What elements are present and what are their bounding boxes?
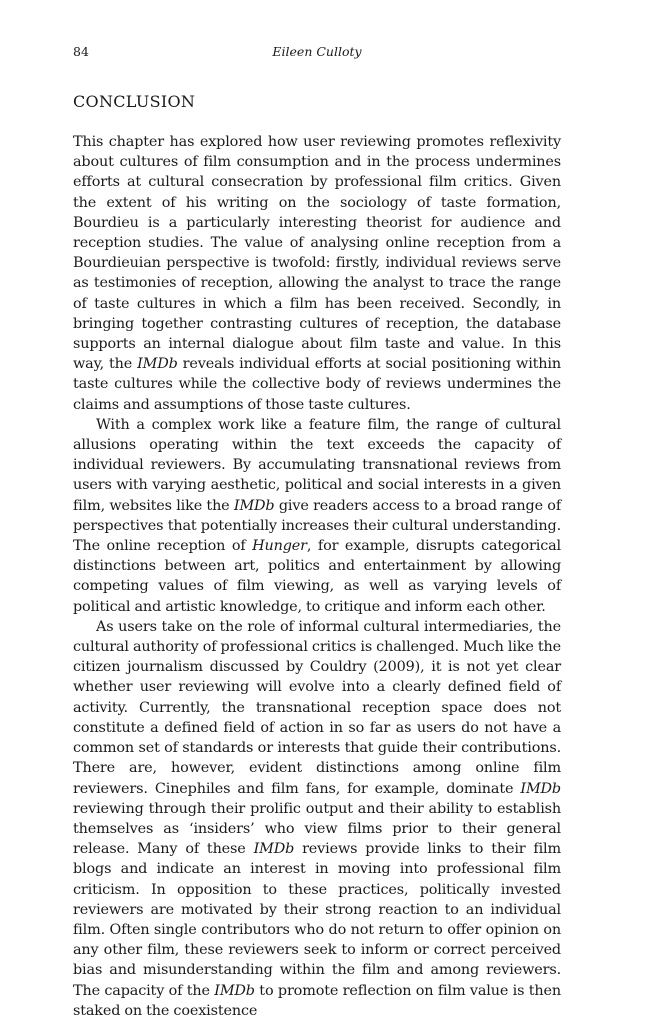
text-run: give readers access to a broad range of perspectives that potentially increases their cultural understanding. The online reception of [73, 497, 561, 555]
italic-title: IMDb [520, 780, 561, 797]
text-run: reviewing through their prolific output and their ability to establish themselves as ‘insiders’ who view films prior to their general release. Many of these [73, 800, 561, 858]
body-text [73, 132, 561, 1021]
text-run: to promote reflection on film value is then staked on the coexistence [73, 982, 562, 1019]
italic-title: IMDb [233, 497, 275, 514]
page-number: 84 [73, 44, 89, 59]
italic-title: Hunger [252, 538, 307, 555]
running-head [73, 44, 561, 64]
text-run: reviews provide links to their film blogs and indicate an interest in moving into professional film criticism. In opposition to these practices, politically invested reviewers are motivated by their strong reaction to an individual film. Often single contributors who do not return to offer opinion on any other film, these reviewers seek to inform or correct perceived bias and misunderstanding within the film and among reviewers. The capacity of the [73, 841, 561, 999]
running-head-author: Eileen Culloty [272, 44, 362, 59]
paragraph [73, 415, 561, 617]
book-page [73, 44, 561, 1021]
text-run: With a complex work like a feature film, the range of cultural allusions operating within the text exceeds the capacity of individual reviewers. By accumulating transnational reviews from users with varying aesthetic, political and social interests in a given film, websites like the [73, 416, 561, 514]
section-heading: CONCLUSION [73, 92, 196, 111]
text-run: This chapter has explored how user reviewing promotes reflexivity about cultures of film consumption and in the process undermines efforts at cultural consecration by professional film critics. Given the extent of his writing on the sociology of taste formation, Bourdieu is a particularly interesting theorist for audience and reception studies. The value of analysing online reception from a Bourdieuian perspective is twofold: firstly, individual reviews serve as testimonies of reception, allowing the analyst to trace the range of taste cultures in which a film has been received. Secondly, in bringing together contrasting cultures of reception, the database supports an internal dialogue about film taste and value. In this way, the [73, 134, 561, 373]
text-run: , for example, disrupts categorical distinctions between art, politics and entertainment by allowing competing values of film viewing, as well as varying levels of political and artistic knowledge, to critique and inform each other. [73, 538, 561, 615]
italic-title: IMDb [253, 841, 295, 858]
text-run: reveals individual efforts at social positioning within taste cultures while the collective body of reviews undermines the claims and assumptions of those taste cultures. [73, 356, 561, 413]
italic-title: IMDb [137, 356, 178, 373]
text-run: As users take on the role of informal cultural intermediaries, the cultural authority of professional critics is challenged. Much like the citizen journalism discussed by Couldry (2009), it is not yet clear whether user reviewing will evolve into a clearly defined field of activity. Currently, the transnational reception space does not constitute a defined field of action in so far as users do not have a common set of standards or interests that guide their contributions. There are, however, evident distinctions among online film reviewers. Cinephiles and film fans, for example, dominate [73, 618, 562, 797]
paragraph [73, 132, 561, 415]
italic-title: IMDb [214, 982, 255, 999]
paragraph [73, 617, 561, 1021]
